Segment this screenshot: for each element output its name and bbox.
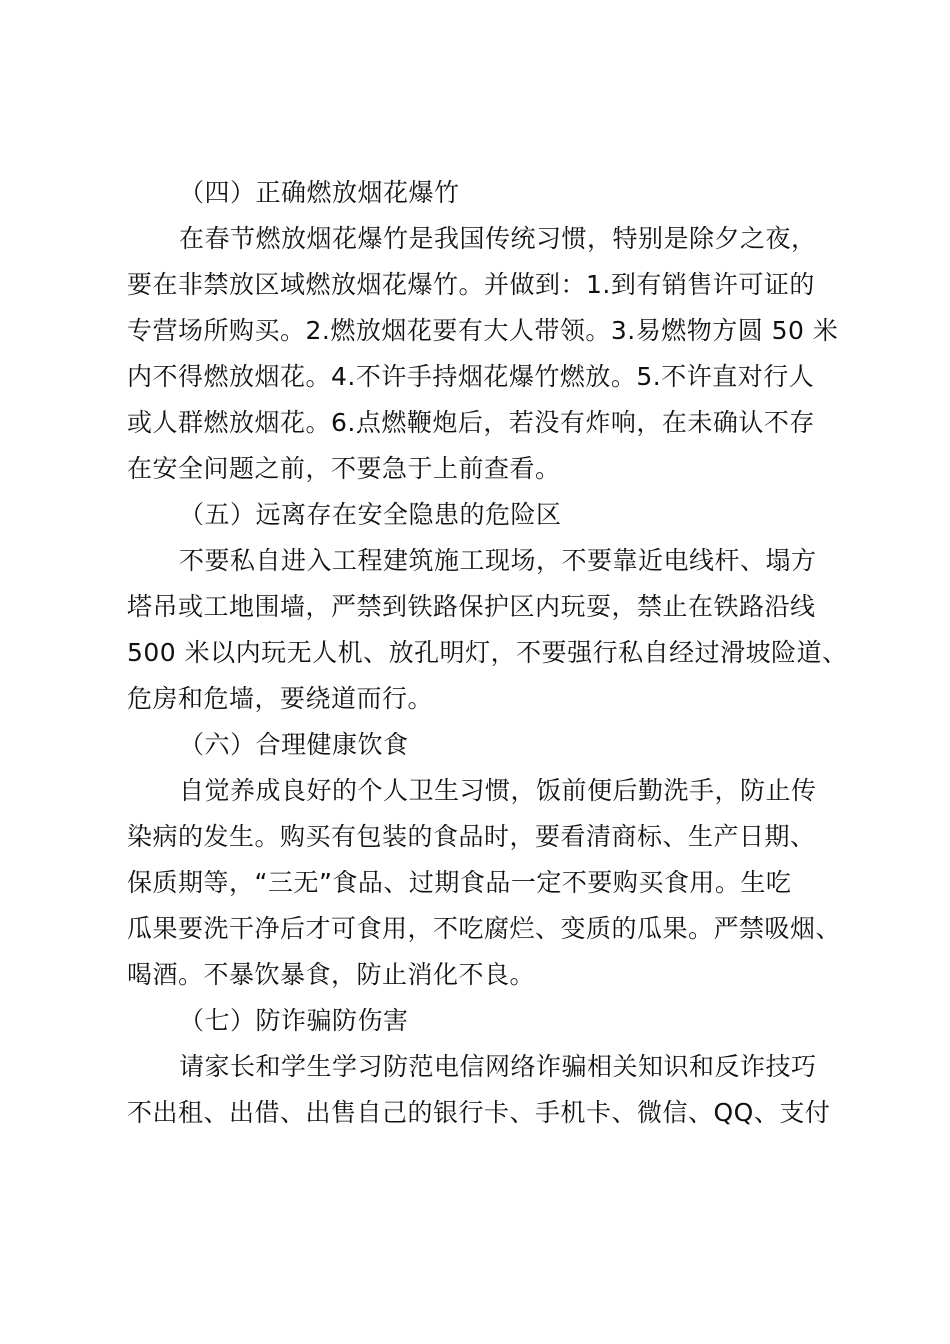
- section-paragraph-5: [127, 538, 848, 722]
- paragraph-line: 喝酒。不暴饮暴食，防止消化不良。: [127, 960, 536, 989]
- heading-text: （四）正确燃放烟花爆竹: [179, 178, 460, 207]
- section-paragraph-4: [127, 216, 837, 492]
- section-heading-5: [127, 492, 837, 538]
- heading-text: （五）远离存在安全隐患的危险区: [179, 500, 562, 529]
- heading-text: （六）合理健康饮食: [179, 730, 409, 759]
- section-heading-6: [127, 722, 837, 768]
- paragraph-line: 自觉养成良好的个人卫生习惯，饭前便后勤洗手，防止传: [179, 776, 817, 805]
- paragraph-line: 在安全问题之前，不要急于上前查看。: [127, 454, 561, 483]
- paragraph-line: 内不得燃放烟花。4.不许手持烟花爆竹燃放。5.不许直对行人: [127, 362, 815, 391]
- paragraph-line: 染病的发生。购买有包装的食品时，要看清商标、生产日期、: [127, 822, 816, 851]
- document-body: [127, 170, 848, 1136]
- section-heading-7: [127, 998, 837, 1044]
- section-paragraph-7: [127, 1044, 837, 1136]
- paragraph-line: 保质期等，“三无”食品、过期食品一定不要购买食用。生吃: [127, 868, 792, 897]
- paragraph-line: 不出租、出借、出售自己的银行卡、手机卡、微信、QQ、支付: [127, 1098, 831, 1127]
- paragraph-line: 专营场所购买。2.燃放烟花要有大人带领。3.易燃物方圆 50 米: [127, 316, 839, 345]
- heading-text: （七）防诈骗防伤害: [179, 1006, 409, 1035]
- section-heading-4: [127, 170, 837, 216]
- paragraph-line: 在春节燃放烟花爆竹是我国传统习惯，特别是除夕之夜，: [179, 224, 817, 253]
- paragraph-line: 瓜果要洗干净后才可食用，不吃腐烂、变质的瓜果。严禁吸烟、: [127, 914, 842, 943]
- paragraph-line: 不要私自进入工程建筑施工现场，不要靠近电线杆、塌方: [179, 546, 817, 575]
- section-paragraph-6: [127, 768, 842, 998]
- paragraph-line: 塔吊或工地围墙，严禁到铁路保护区内玩耍，禁止在铁路沿线: [127, 592, 816, 621]
- paragraph-line: 要在非禁放区域燃放烟花爆竹。并做到：1.到有销售许可证的: [127, 270, 815, 299]
- paragraph-line: 或人群燃放烟花。6.点燃鞭炮后，若没有炸响，在未确认不存: [127, 408, 815, 437]
- paragraph-line: 500 米以内玩无人机、放孔明灯，不要强行私自经过滑坡险道、: [127, 638, 848, 667]
- paragraph-line: 危房和危墙，要绕道而行。: [127, 684, 434, 713]
- paragraph-line: 请家长和学生学习防范电信网络诈骗相关知识和反诈技巧: [179, 1052, 817, 1081]
